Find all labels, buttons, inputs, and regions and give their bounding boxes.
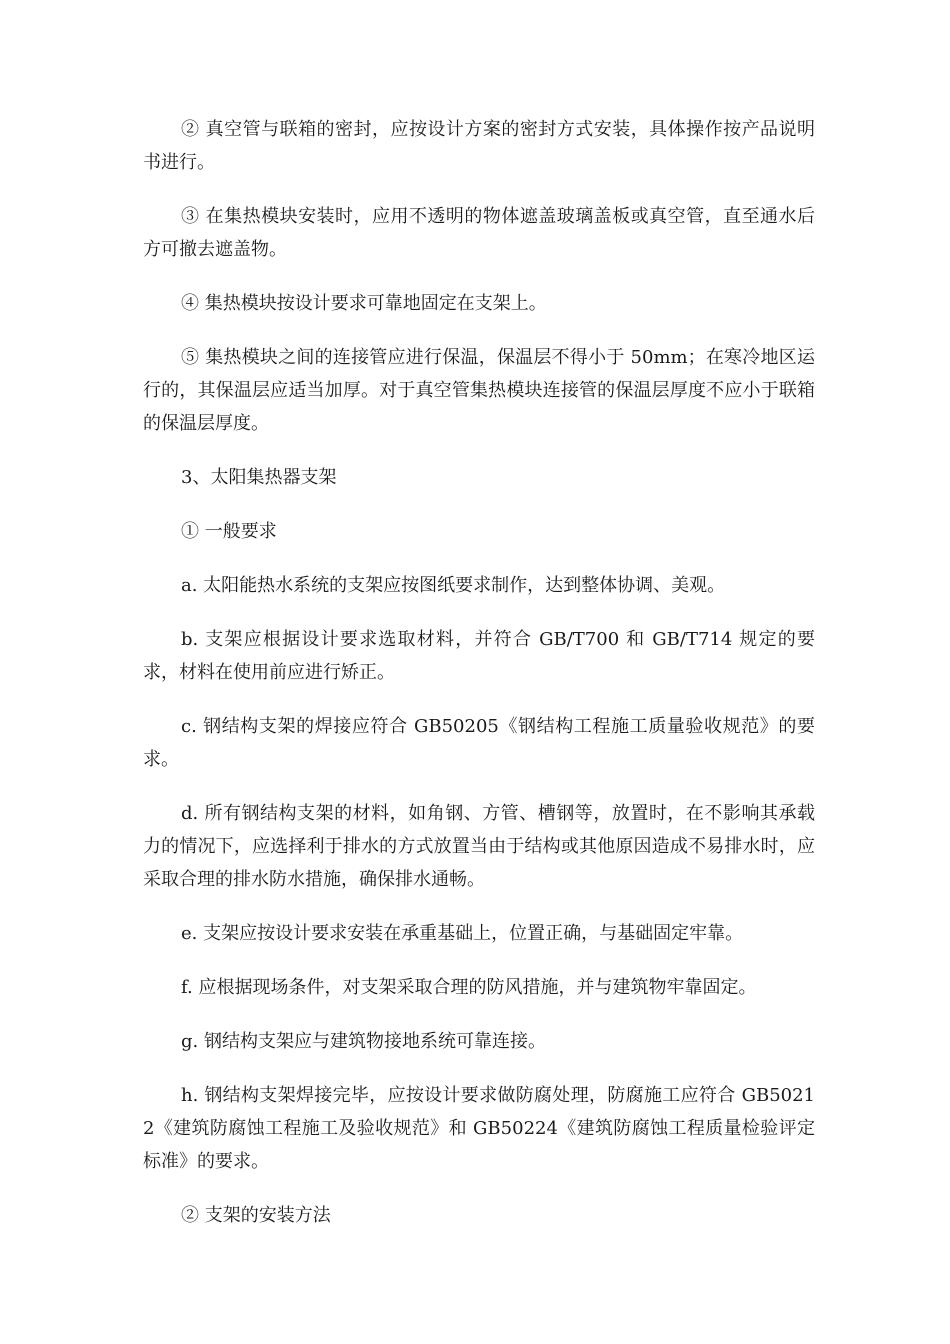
list-item-d: d. 所有钢结构支架的材料，如角钢、方管、槽钢等，放置时，在不影响其承载力的情况下，应选择利于排水的方式放置当由于结构或其他原因造成不易排水时，应采取合理的排水防水措施，确保排水通畅。	[143, 803, 815, 890]
subsection-heading-installation-method: ② 支架的安装方法	[181, 1205, 331, 1226]
list-item-e: e. 支架应按设计要求安装在承重基础上，位置正确，与基础固定牢靠。	[181, 923, 744, 944]
list-item-f: f. 应根据现场条件，对支架采取合理的防风措施，并与建筑物牢靠固定。	[181, 977, 757, 998]
list-item-h: h. 钢结构支架焊接完毕，应按设计要求做防腐处理，防腐施工应符合 GB50212《建筑防腐蚀工程施工及验收规范》和 GB50224《建筑防腐蚀工程质量检验评定标准》的要求。	[143, 1085, 815, 1172]
list-item-c: c. 钢结构支架的焊接应符合 GB50205《钢结构工程施工质量验收规范》的要求。	[143, 716, 815, 770]
subsection-heading-general-requirements: ① 一般要求	[181, 521, 277, 542]
paragraph-insulation: ⑤ 集热模块之间的连接管应进行保温，保温层不得小于 50mm；在寒冷地区运行的，其保温层应适当加厚。对于真空管集热模块连接管的保温层厚度不应小于联箱的保温层厚度。	[143, 347, 815, 434]
list-item-a: a. 太阳能热水系统的支架应按图纸要求制作，达到整体协调、美观。	[181, 575, 726, 596]
section-heading-collector-support: 3、太阳集热器支架	[181, 467, 337, 488]
list-item-b: b. 支架应根据设计要求选取材料，并符合 GB/T700 和 GB/T714 规定的要求，材料在使用前应进行矫正。	[143, 629, 815, 683]
paragraph-sealing: ② 真空管与联箱的密封，应按设计方案的密封方式安装，具体操作按产品说明书进行。	[143, 119, 815, 173]
list-item-g: g. 钢结构支架应与建筑物接地系统可靠连接。	[181, 1031, 546, 1052]
paragraph-covering: ③ 在集热模块安装时，应用不透明的物体遮盖玻璃盖板或真空管，直至通水后方可撤去遮盖物。	[143, 206, 815, 260]
paragraph-fixing: ④ 集热模块按设计要求可靠地固定在支架上。	[181, 293, 547, 314]
document-body	[143, 113, 815, 1253]
